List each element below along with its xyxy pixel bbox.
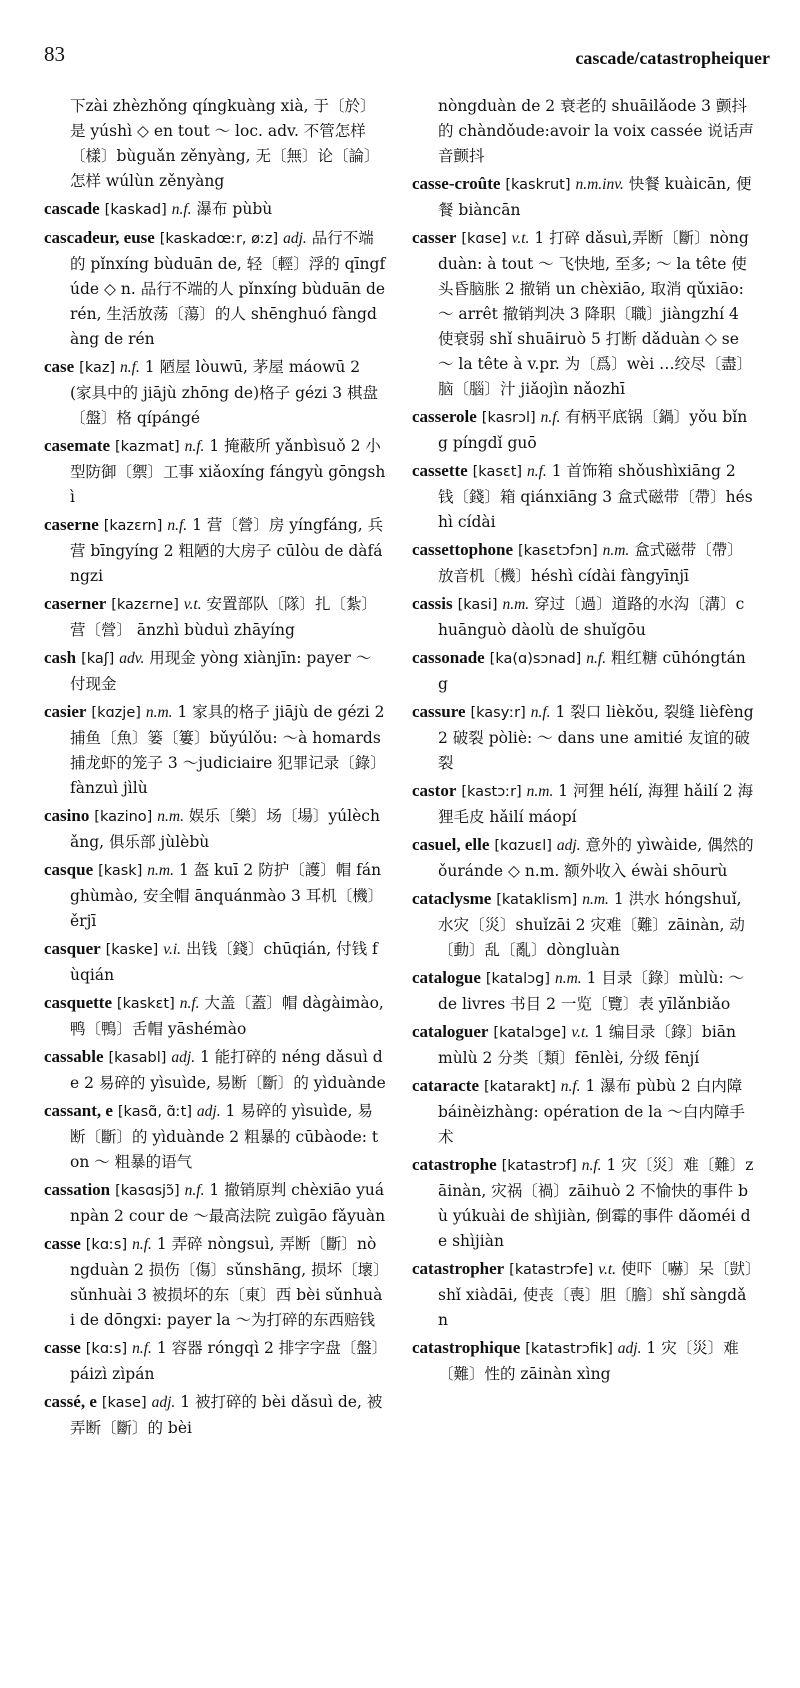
dictionary-entry <box>44 225 386 352</box>
entry-pronunciation: [katalɔge] <box>493 1025 567 1041</box>
entry-headword: cassette <box>412 461 468 480</box>
entry-headword: cassis <box>412 594 453 613</box>
entry-pronunciation: [kastɔːr] <box>461 784 522 800</box>
entry-grammar: n.f. <box>167 517 188 534</box>
entry-pronunciation: [kaskɛt] <box>116 996 175 1012</box>
entry-pronunciation: [kɑzuɛl] <box>494 838 552 854</box>
entry-grammar: n.m. <box>145 704 173 721</box>
entry-definition: 用现金 yòng xiànjīn: payer ～付现金 <box>70 649 372 693</box>
dictionary-entry <box>412 1152 754 1254</box>
dictionary-entry <box>44 803 386 855</box>
entry-definition: 1 被打碎的 bèi dǎsuì de, 被弄断〔斷〕的 bèi <box>70 1393 383 1437</box>
dictionary-entry <box>44 94 386 194</box>
entry-pronunciation: [katalɔg] <box>485 971 550 987</box>
entry-pronunciation: [kasi] <box>457 597 498 613</box>
entry-pronunciation: [kaʃ] <box>81 651 115 667</box>
dictionary-entry <box>412 537 754 589</box>
dictionary-entry <box>44 512 386 589</box>
entry-headword: cataclysme <box>412 889 492 908</box>
entry-pronunciation: [kaske] <box>105 942 159 958</box>
entry-definition: 出钱〔錢〕chūqián, 付钱 fùqián <box>70 940 378 984</box>
entry-pronunciation: [kaz] <box>79 360 116 376</box>
entry-definition: 1 洪水 hóngshuǐ, 水灾〔災〕shuǐzāi 2 灾难〔難〕zāinàn, 动〔動〕乱〔亂〕dòngluàn <box>438 890 745 959</box>
entry-definition: 娱乐〔樂〕场〔場〕yúlèchǎng, 俱乐部 jùlèbù <box>70 807 380 851</box>
entry-definition: 1 能打碎的 néng dǎsuì de 2 易碎的 yìsuìde, 易断〔斷〕的 yìduànde <box>70 1048 386 1092</box>
entry-definition: 1 灾〔災〕难〔難〕zāinàn, 灾祸〔禍〕zāihuò 2 不愉快的事件 bù yúkuài de shìjiàn, 倒霉的事件 dǎoméi de shìjiàn <box>438 1156 754 1250</box>
entry-definition: 1 瀑布 pùbù 2 白内障 báinèizhàng: opération de la ～白内障手术 <box>438 1077 745 1146</box>
entry-grammar: n.f. <box>527 463 547 480</box>
entry-grammar: n.f. <box>560 1078 581 1095</box>
entry-grammar: n.m. <box>582 891 609 908</box>
dictionary-entry <box>412 699 754 776</box>
entry-definition: 1 弄碎 nòngsuì, 弄断〔斷〕nòngduàn 2 损伤〔傷〕sǔnshāng, 损坏〔壞〕sǔnhuài 3 被损坏的东〔東〕西 bèi sǔnhuài de dōngxi: payer la ～为打碎的东西赔钱 <box>70 1235 383 1329</box>
dictionary-entry <box>44 1389 386 1441</box>
dictionary-entry <box>44 354 386 431</box>
entry-headword: cash <box>44 648 77 667</box>
entry-headword: casque <box>44 860 94 879</box>
entry-grammar: adj. <box>283 230 307 247</box>
dictionary-entry <box>44 699 386 801</box>
entry-headword: casse <box>44 1234 81 1253</box>
dictionary-entry <box>412 1073 754 1150</box>
dictionary-entry <box>412 1256 754 1333</box>
dictionary-entry <box>44 857 386 934</box>
entry-definition: 1 打碎 dǎsuì,弄断〔斷〕nòngduàn: à tout ～ 飞快地, 至多; ～ la tête 使头昏脑胀 2 撤销 un chèxiāo, 取消 qǔxiāo: ～ arrêt 撤销判决 3 降职〔職〕jiàngzhí 4 使衰弱 shǐ shuāiruò 5 打断 dǎduàn ◇ se ～ la tête à v.pr. 为〔爲〕wèi …绞尽〔盡〕脑〔腦〕汁 jiǎojìn nǎozhī <box>438 229 753 398</box>
dictionary-entry <box>412 171 754 223</box>
entry-grammar: n.f. <box>132 1340 152 1357</box>
entry-headword: cassonade <box>412 648 485 667</box>
entry-pronunciation: [kɑːs] <box>85 1237 128 1253</box>
dictionary-entry <box>412 225 754 402</box>
entry-grammar: v.t. <box>571 1024 590 1041</box>
entry-grammar: n.m. <box>554 970 582 987</box>
dictionary-entry <box>412 591 754 643</box>
dictionary-entry <box>44 990 386 1042</box>
entry-pronunciation: [katastrɔf] <box>501 1158 577 1174</box>
entry-headword: cataloguer <box>412 1022 489 1041</box>
dictionary-entry <box>412 94 754 169</box>
entry-pronunciation: [kaskad] <box>104 202 167 218</box>
dictionary-entry <box>412 645 754 697</box>
entry-definition: 1 陋屋 lòuwū, 茅屋 máowū 2 (家具中的 jiājù zhōng de)格子 gézi 3 棋盘〔盤〕格 qípángé <box>70 358 379 427</box>
entry-grammar: n.f. <box>120 359 140 376</box>
entry-definition: nòngduàn de 2 衰老的 shuāilǎode 3 颤抖的 chàndǒude:avoir la voix cassée 说话声音颤抖 <box>438 97 754 165</box>
entry-grammar: adj. <box>171 1049 196 1066</box>
entry-pronunciation: [ka(ɑ)sɔnad] <box>489 651 582 667</box>
entry-definition: 盒式磁带〔帶〕放音机〔機〕héshì cídài fàngyīnjī <box>438 541 743 585</box>
entry-headword: cassé, e <box>44 1392 97 1411</box>
entry-headword: cassure <box>412 702 466 721</box>
entry-headword: castor <box>412 781 457 800</box>
entry-grammar: adj. <box>151 1394 176 1411</box>
entry-definition: 瀑布 pùbù <box>196 200 273 218</box>
entry-headword: catalogue <box>412 968 481 987</box>
right-column <box>412 94 754 1389</box>
entry-grammar: n.m. <box>157 808 184 825</box>
entry-definition: 1 易碎的 yìsuìde, 易断〔斷〕的 yìduànde 2 粗暴的 cūbàode: ton ～ 粗暴的语气 <box>70 1102 379 1171</box>
entry-headword: cascade <box>44 199 100 218</box>
entry-grammar: n.f. <box>530 704 551 721</box>
entry-headword: cascadeur, euse <box>44 228 155 247</box>
dictionary-entry <box>44 433 386 510</box>
dictionary-entry <box>44 936 386 988</box>
entry-pronunciation: [kasɑ̃, ɑ̃ːt] <box>117 1104 192 1120</box>
entry-definition: 1 容器 róngqì 2 排字字盘〔盤〕páizì zìpán <box>70 1339 380 1383</box>
entry-definition: 意外的 yìwàide, 偶然的 ǒuránde ◇ n.m. 额外收入 éwài shōurù <box>438 836 754 880</box>
entry-headword: casemate <box>44 436 111 455</box>
entry-headword: casino <box>44 806 90 825</box>
entry-pronunciation: [kase] <box>101 1395 147 1411</box>
dictionary-entry <box>44 1098 386 1175</box>
entry-headword: cassettophone <box>412 540 514 559</box>
entry-definition: 1 河狸 hélí, 海狸 hǎilí 2 海狸毛皮 hǎilí máopí <box>438 782 754 826</box>
entry-headword: catastrophe <box>412 1155 497 1174</box>
entry-grammar: adj. <box>556 837 581 854</box>
entry-pronunciation: [kazɛrn] <box>103 518 163 534</box>
entry-grammar: v.t. <box>511 230 530 247</box>
entry-headword: case <box>44 357 75 376</box>
entry-grammar: n.m. <box>147 862 174 879</box>
entry-grammar: n.m.inv. <box>575 176 624 193</box>
entry-pronunciation: [kazmat] <box>115 439 180 455</box>
entry-grammar: adv. <box>119 650 145 667</box>
dictionary-entry <box>44 645 386 697</box>
entry-definition: 1 家具的格子 jiājù de gézi 2 捕鱼〔魚〕篓〔簍〕bǔyúlǒu: ～à homards捕龙虾的笼子 3 ～judiciaire 犯罪记录〔錄〕fànzuì jìlù <box>70 703 386 797</box>
entry-definition: 下zài zhèzhǒng qíngkuàng xià, 于〔於〕是 yúshì ◇ en tout ～ loc. adv. 不管怎样〔樣〕bùguǎn zěnyàng, 无〔無〕论〔論〕怎样 wúlùn zěnyàng <box>70 97 380 190</box>
entry-definition: 使吓〔嚇〕呆〔獃〕shǐ xiàdāi, 使丧〔喪〕胆〔膽〕shǐ sàngdǎn <box>438 1260 753 1329</box>
entry-pronunciation: [kɑse] <box>461 231 507 247</box>
entry-pronunciation: [kasɛt] <box>472 464 523 480</box>
entry-pronunciation: [kasɑsjɔ̃] <box>115 1183 180 1199</box>
dictionary-entry <box>412 404 754 456</box>
entry-headword: cassant, e <box>44 1101 113 1120</box>
entry-grammar: adj. <box>617 1340 642 1357</box>
entry-definition: 安置部队〔隊〕扎〔紮〕营〔營〕 ānzhì bùduì zhāyíng <box>70 595 378 639</box>
entry-definition: 粗红糖 cūhóngtáng <box>438 649 746 693</box>
entry-headword: casquette <box>44 993 112 1012</box>
dictionary-entry <box>44 1044 386 1096</box>
entry-grammar: v.i. <box>163 941 182 958</box>
entry-definition: 1 编目录〔錄〕biān mùlù 2 分类〔類〕fēnlèi, 分级 fēnjí <box>438 1023 737 1067</box>
entry-grammar: n.f. <box>581 1157 602 1174</box>
entry-pronunciation: [kaskadœːr, øːz] <box>159 231 279 247</box>
dictionary-entry <box>412 458 754 535</box>
entry-definition: 1 裂口 lièkǒu, 裂缝 lièfèng 2 破裂 pòliè: ～ dans une amitié 友谊的破裂 <box>438 703 754 772</box>
entry-definition: 1 掩蔽所 yǎnbìsuǒ 2 小型防御〔禦〕工事 xiǎoxíng fángyù gōngshì <box>70 437 386 506</box>
dictionary-entry <box>44 1231 386 1333</box>
entry-definition: 1 目录〔錄〕mùlù: ～de livres 书目 2 一览〔覽〕表 yīlǎnbiǎo <box>438 969 745 1013</box>
entry-definition: 品行不端的 pǐnxíng bùduān de, 轻〔輕〕浮的 qīngfúde ◇ n. 品行不端的人 pǐnxíng bùduān de rén, 生活放荡〔蕩〕的人 shēnghuó fàngdàng de rén <box>70 229 386 348</box>
entry-definition: 1 营〔營〕房 yíngfáng, 兵营 bīngyíng 2 粗陋的大房子 cūlòu de dàfángzi <box>70 516 384 585</box>
entry-pronunciation: [kataklism] <box>496 892 578 908</box>
entry-grammar: n.f. <box>179 995 200 1012</box>
entry-headword: cassable <box>44 1047 104 1066</box>
dictionary-entry <box>412 832 754 884</box>
entry-headword: cassation <box>44 1180 111 1199</box>
entry-grammar: v.t. <box>183 596 202 613</box>
entry-headword: caserne <box>44 515 99 534</box>
entry-headword: caserner <box>44 594 107 613</box>
entry-definition: 1 首饰箱 shǒushìxiāng 2 钱〔錢〕箱 qiánxiāng 3 盒式磁带〔帶〕héshì cídài <box>438 462 753 531</box>
entry-definition: 1 盔 kuī 2 防护〔護〕帽 fánghùmào, 安全帽 ānquánmào 3 耳机〔機〕ěrjī <box>70 861 384 930</box>
entry-grammar: n.m. <box>502 596 530 613</box>
page-number: 83 <box>44 42 65 66</box>
entry-pronunciation: [katastrɔfik] <box>525 1341 613 1357</box>
entry-headword: casuel, elle <box>412 835 490 854</box>
entry-definition: 1 灾〔災〕难〔難〕性的 zāinàn xìng <box>438 1339 739 1383</box>
entry-grammar: n.f. <box>586 650 607 667</box>
dictionary-entry <box>412 886 754 963</box>
entry-definition: 1 撤销原判 chèxiāo yuánpàn 2 cour de ～最高法院 zuìgāo fǎyuàn <box>70 1181 386 1225</box>
entry-pronunciation: [kaskrut] <box>505 177 571 193</box>
entry-headword: casier <box>44 702 87 721</box>
entry-grammar: n.f. <box>171 201 192 218</box>
entry-pronunciation: [kazɛrne] <box>111 597 179 613</box>
dictionary-entry <box>412 778 754 830</box>
entry-pronunciation: [kasyːr] <box>470 705 526 721</box>
entry-headword: casquer <box>44 939 101 958</box>
entry-grammar: n.f. <box>540 409 561 426</box>
entry-pronunciation: [kask] <box>98 863 143 879</box>
entry-pronunciation: [katarakt] <box>483 1079 556 1095</box>
entry-definition: 快餐 kuàicān, 便餐 biàncān <box>438 175 752 219</box>
entry-pronunciation: [katastrɔfe] <box>509 1262 594 1278</box>
entry-pronunciation: [kɑːs] <box>85 1341 128 1357</box>
entry-headword: catastropher <box>412 1259 505 1278</box>
entry-grammar: n.f. <box>132 1236 152 1253</box>
entry-definition: 大盖〔蓋〕帽 dàgàimào, 鸭〔鴨〕舌帽 yāshémào <box>70 994 384 1038</box>
entry-grammar: n.m. <box>602 542 630 559</box>
entry-headword: casse <box>44 1338 81 1357</box>
entry-grammar: v.t. <box>598 1261 617 1278</box>
dictionary-entry <box>44 1177 386 1229</box>
dictionary-entry <box>412 1019 754 1071</box>
dictionary-entry <box>44 591 386 643</box>
entry-pronunciation: [kasabl] <box>108 1050 167 1066</box>
entry-definition: 穿过〔過〕道路的水沟〔溝〕chuānguò dàolù de shuǐgōu <box>438 595 745 639</box>
entry-headword: casser <box>412 228 457 247</box>
dictionary-entry <box>412 965 754 1017</box>
entry-headword: casserole <box>412 407 477 426</box>
entry-pronunciation: [kɑzje] <box>91 705 141 721</box>
dictionary-entry <box>412 1335 754 1387</box>
left-column <box>44 94 386 1443</box>
entry-headword: cataracte <box>412 1076 480 1095</box>
dictionary-entry <box>44 1335 386 1387</box>
entry-pronunciation: [kazino] <box>94 809 153 825</box>
running-head: cascade/catastropheiquer <box>575 48 770 68</box>
entry-grammar: adj. <box>196 1103 221 1120</box>
dictionary-entry <box>44 196 386 223</box>
entry-definition: 有柄平底锅〔鍋〕yǒu bǐng píngdǐ guō <box>438 408 748 452</box>
entry-headword: casse-croûte <box>412 174 501 193</box>
entry-headword: catastrophique <box>412 1338 521 1357</box>
entry-pronunciation: [kasrɔl] <box>481 410 536 426</box>
entry-grammar: n.f. <box>184 438 205 455</box>
entry-pronunciation: [kasɛtɔfɔn] <box>518 543 598 559</box>
entry-grammar: n.f. <box>184 1182 205 1199</box>
entry-grammar: n.m. <box>526 783 554 800</box>
